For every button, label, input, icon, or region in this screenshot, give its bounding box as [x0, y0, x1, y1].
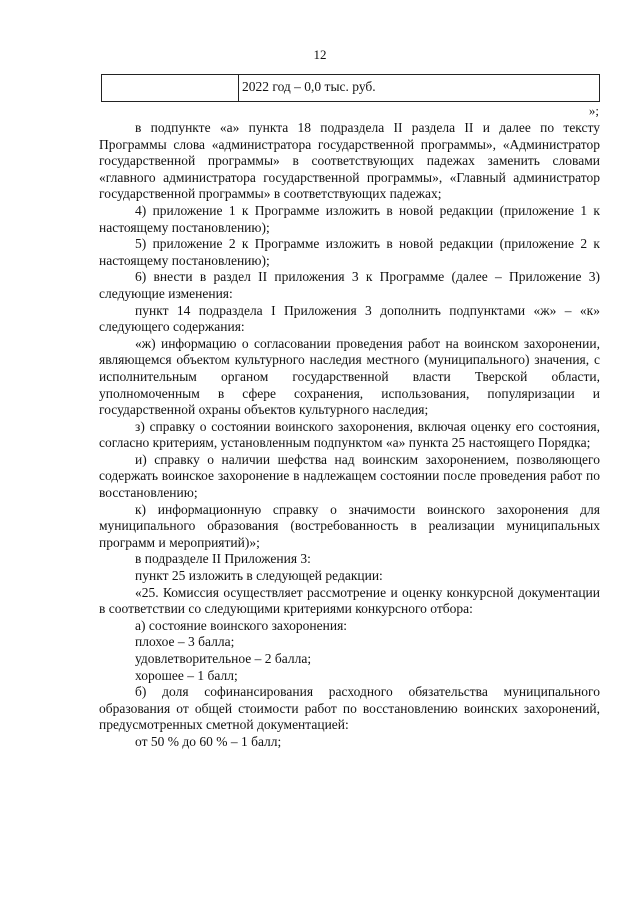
paragraph: 6) внести в раздел II приложения 3 к Программе (далее – Приложение 3) следующие изменения: [99, 269, 600, 301]
table-fragment [101, 74, 600, 102]
paragraph: плохое – 3 балла; [135, 634, 235, 650]
paragraph: удовлетворительное – 2 балла; [135, 651, 312, 666]
table-cell-right: 2022 год – 0,0 тыс. руб. [242, 79, 376, 94]
paragraph: б) доля софинансирования расходного обязательства муниципального образования от общей стоимости работ по восстановлению воинских захоронений, предусмотренных сметной документацией: [99, 684, 600, 733]
paragraph: в подпункте «а» пункта 18 подраздела II раздела II и далее по тексту Программы слова «администратора государственной программы», «Администратор государственной программы» в соответствующих падежах заменить словами «главного администратора государственной программы», «Главный администратор государственной программы» в соответствующих падежах; [99, 120, 600, 202]
paragraph: хорошее – 1 балл; [135, 667, 238, 683]
paragraph: к) информационную справку о значимости воинского захоронения для муниципального образования (востребованность в реализации муниципальных программ и мероприятий)»; [99, 501, 600, 550]
paragraph: и) справку о наличии шефства над воинским захоронением, позволяющего содержать воинское захоронение в надлежащем состоянии после проведения работ по восстановлению; [99, 451, 600, 501]
paragraph: а) состояние воинского захоронения: [135, 617, 348, 633]
paragraph: «ж) информацию о согласовании проведения работ на воинском захоронении, являющемся объектом культурного наследия местного (муниципального) значения, с исполнительным органом государственной власти Тверской области, уполномоченным в сфере сохранения, использования, популяризации и государственной охраны объектов культурного наследия; [99, 335, 600, 418]
paragraph: з) справку о состоянии воинского захоронения, включая оценку его состояния, согласно критериям, установленным подпунктом «а» пункта 25 настоящего Порядка; [99, 418, 600, 451]
paragraph: от 50 % до 60 % – 1 балл; [135, 733, 282, 749]
closing-mark: »; [588, 103, 599, 118]
paragraph: в подразделе II Приложения 3: [135, 551, 311, 567]
paragraph: пункт 14 подраздела I Приложения 3 дополнить подпунктами «ж» – «к» следующего содержания: [99, 302, 600, 335]
table-cell-left [102, 75, 239, 101]
page-number: 12 [313, 47, 327, 62]
body-text [99, 120, 600, 751]
paragraph: пункт 25 изложить в следующей редакции: [135, 568, 383, 584]
paragraph: 5) приложение 2 к Программе изложить в новой редакции (приложение 2 к настоящему постановлению); [99, 236, 600, 268]
paragraph: «25. Комиссия осуществляет рассмотрение и оценку конкурсной документации в соответствии со следующими критериями конкурсного отбора: [99, 584, 600, 617]
paragraph: 4) приложение 1 к Программе изложить в новой редакции (приложение 1 к настоящему постановлению); [99, 202, 600, 235]
